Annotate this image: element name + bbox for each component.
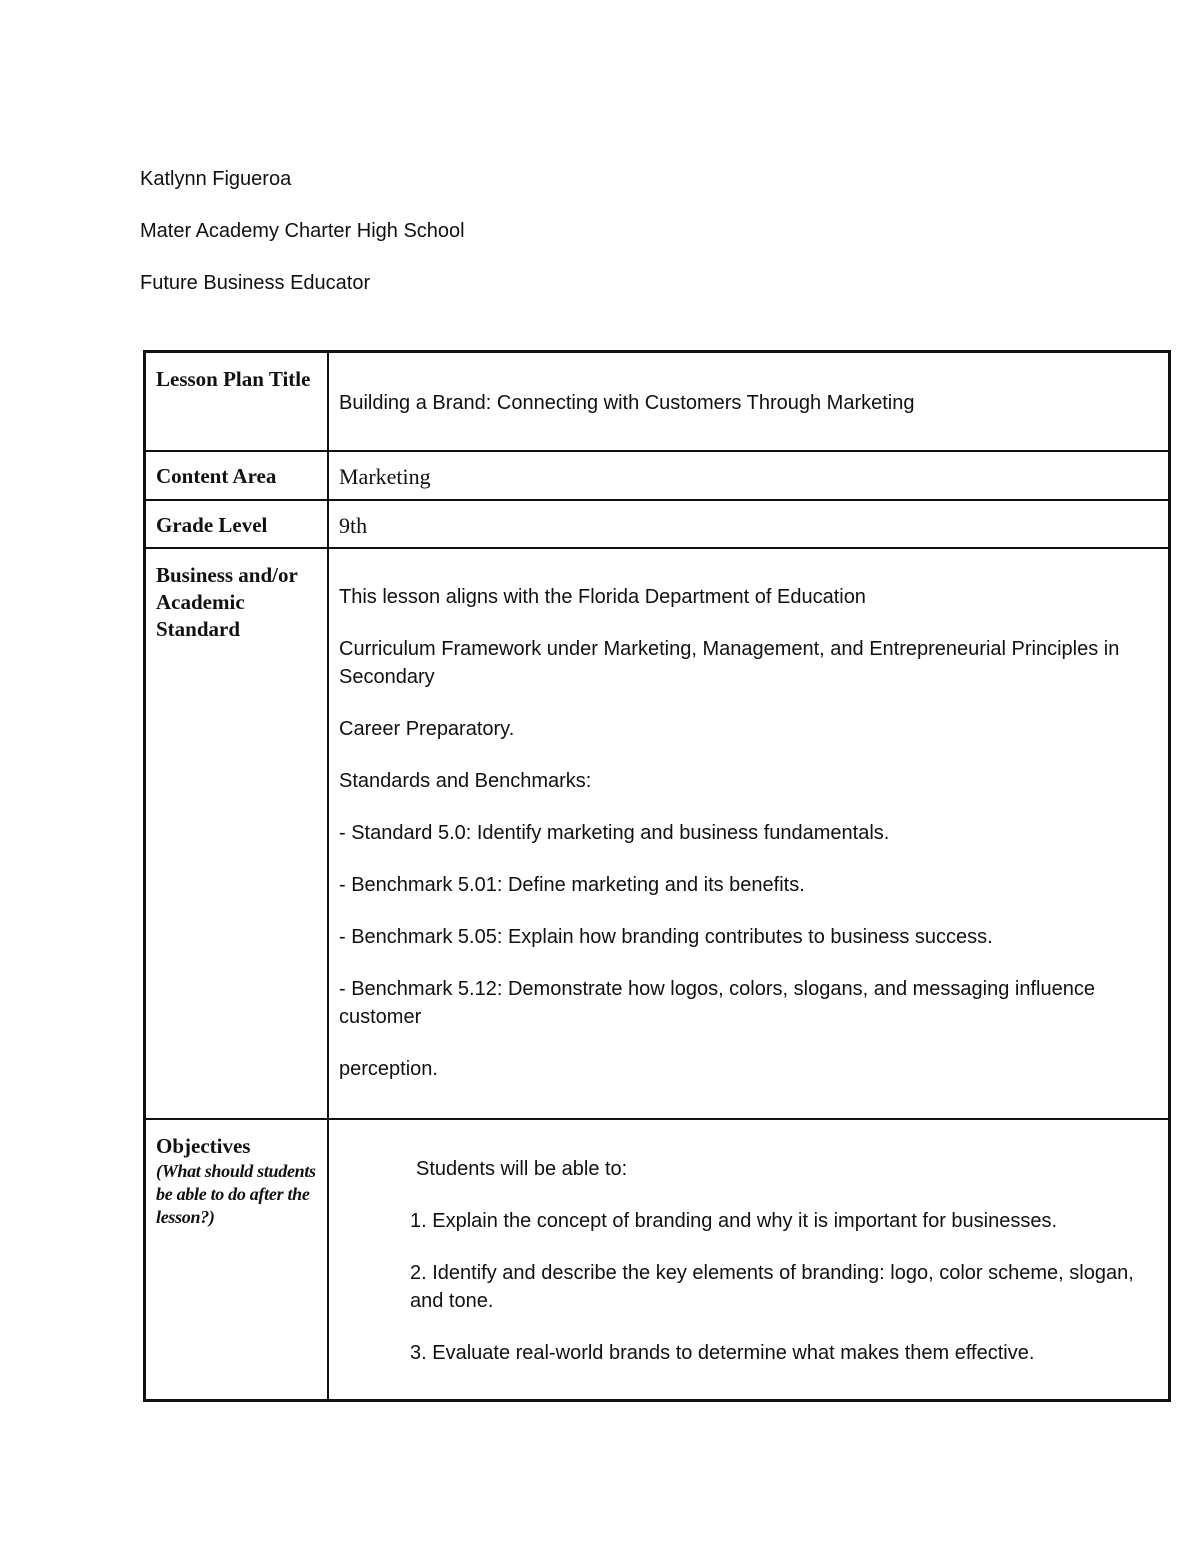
grade-level-value: 9th bbox=[339, 513, 368, 538]
standard-paragraph: This lesson aligns with the Florida Department of Education bbox=[339, 586, 866, 608]
standard-paragraph: Career Preparatory. bbox=[339, 718, 515, 740]
standard-label: Business and/or Academic Standard bbox=[156, 563, 298, 641]
benchmark-item: - Benchmark 5.05: Explain how branding contributes to business success. bbox=[339, 926, 993, 948]
objectives-intro: Students will be able to: bbox=[416, 1158, 628, 1180]
objective-item: 3. Evaluate real-world brands to determine what makes them effective. bbox=[410, 1342, 1035, 1364]
row-divider bbox=[146, 499, 1168, 501]
objectives-label-block bbox=[156, 1133, 322, 1229]
row-divider bbox=[146, 547, 1168, 549]
standard-paragraph: perception. bbox=[339, 1058, 438, 1080]
objectives-label: Objectives bbox=[156, 1134, 251, 1158]
content-area-label: Content Area bbox=[156, 464, 277, 488]
standard-paragraph: Curriculum Framework under Marketing, Management, and Entrepreneurial Principles in Secondary bbox=[339, 638, 1120, 688]
content-area-value: Marketing bbox=[339, 464, 431, 489]
benchmark-item: - Benchmark 5.12: Demonstrate how logos, colors, slogans, and messaging influence customer bbox=[339, 978, 1095, 1028]
benchmark-item: - Benchmark 5.01: Define marketing and its benefits. bbox=[339, 874, 805, 896]
objectives-content bbox=[410, 1155, 1150, 1391]
grade-level-label: Grade Level bbox=[156, 513, 268, 537]
standard-content bbox=[339, 583, 1165, 1107]
author-name: Katlynn Figueroa bbox=[140, 168, 292, 190]
column-divider bbox=[327, 353, 329, 1399]
author-role: Future Business Educator bbox=[140, 272, 371, 294]
row-divider bbox=[146, 450, 1168, 452]
objective-item: 2. Identify and describe the key elements of branding: logo, color scheme, slogan, and tone. bbox=[410, 1262, 1134, 1312]
standard-item: - Standard 5.0: Identify marketing and business fundamentals. bbox=[339, 822, 890, 844]
standard-paragraph: Standards and Benchmarks: bbox=[339, 770, 592, 792]
lesson-title-value: Building a Brand: Connecting with Customers Through Marketing bbox=[339, 392, 915, 414]
row-divider bbox=[146, 1118, 1168, 1120]
school-name: Mater Academy Charter High School bbox=[140, 220, 465, 242]
objective-item: 1. Explain the concept of branding and why it is important for businesses. bbox=[410, 1210, 1058, 1232]
objectives-note: (What should students be able to do after the lesson?) bbox=[156, 1161, 316, 1227]
lesson-title-label: Lesson Plan Title bbox=[156, 367, 311, 391]
lesson-plan-table bbox=[143, 350, 1171, 1402]
